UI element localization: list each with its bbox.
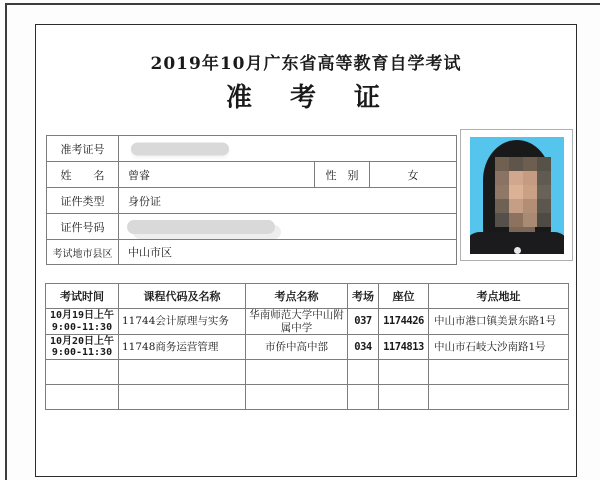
face-pixel-block — [509, 185, 523, 199]
face-pixel-block — [495, 199, 509, 213]
face-pixel-block — [509, 199, 523, 213]
exam-time-cell — [46, 360, 119, 385]
face-pixel-block — [523, 157, 537, 171]
face-pixel-block — [537, 199, 551, 213]
room-cell — [348, 360, 379, 385]
table-row — [46, 360, 569, 385]
portrait-collar — [514, 247, 521, 254]
header-exam-time: 考试时间 — [46, 284, 119, 309]
face-pixel-block — [537, 157, 551, 171]
table-row — [46, 335, 569, 360]
name-label: 姓 名 — [47, 162, 119, 188]
room-cell — [348, 385, 379, 410]
address-cell: 中山市港口镇美景东路1号 — [429, 309, 569, 335]
ticket-number-label: 准考证号 — [47, 136, 119, 162]
candidate-id-photo — [470, 137, 564, 254]
exam-city-label: 考试地市县区 — [47, 240, 119, 265]
table-row — [47, 240, 457, 265]
exam-time-cell: 10月19日上午 9:00-11:30 — [46, 309, 119, 335]
header-seat: 座位 — [379, 284, 429, 309]
address-cell — [429, 385, 569, 410]
ticket-title: 准 考 证 — [225, 83, 386, 113]
face-pixel-block — [523, 185, 537, 199]
id-number-value — [119, 214, 457, 240]
exam-time-cell — [46, 385, 119, 410]
id-type-label: 证件类型 — [47, 188, 119, 214]
site-cell: 市侨中高中部 — [246, 335, 348, 360]
photo-frame — [460, 129, 573, 261]
ticket-number-value — [119, 136, 457, 162]
table-row — [47, 162, 457, 188]
seat-cell — [379, 360, 429, 385]
address-cell: 中山市石岐大沙南路1号 — [429, 335, 569, 360]
table-row — [47, 214, 457, 240]
site-cell: 华南师范大学中山附属中学 — [246, 309, 348, 335]
face-pixel-block — [495, 185, 509, 199]
face-pixel-block — [495, 157, 509, 171]
course-cell — [119, 385, 246, 410]
redacted-id-number — [127, 220, 275, 234]
face-pixel-block — [509, 171, 523, 185]
face-pixel-block — [537, 213, 551, 227]
name-value: 曾睿 — [119, 162, 315, 188]
header-course-code-name: 课程代码及名称 — [119, 284, 246, 309]
gender-label: 性 别 — [315, 162, 370, 188]
header-room: 考场 — [348, 284, 379, 309]
table-header-row — [46, 284, 569, 309]
address-cell — [429, 360, 569, 385]
exam-time-cell: 10月20日上午 9:00-11:30 — [46, 335, 119, 360]
site-cell — [246, 385, 348, 410]
face-pixel-block — [495, 171, 509, 185]
exam-city-value: 中山市区 — [119, 240, 457, 265]
exam-title: 2019年10月广东省高等教育自学考试 — [150, 54, 462, 74]
course-cell — [119, 360, 246, 385]
seat-cell: 1174813 — [379, 335, 429, 360]
face-pixel-block — [509, 157, 523, 171]
room-cell: 034 — [348, 335, 379, 360]
header-site-address: 考点地址 — [429, 284, 569, 309]
header-site-name: 考点名称 — [246, 284, 348, 309]
redacted-ticket-number — [131, 142, 229, 155]
face-pixel-block — [537, 185, 551, 199]
room-cell: 037 — [348, 309, 379, 335]
table-row — [47, 188, 457, 214]
seat-cell: 1174426 — [379, 309, 429, 335]
seat-cell — [379, 385, 429, 410]
face-pixel-block — [523, 171, 537, 185]
table-row — [46, 385, 569, 410]
outer-frame-top-border — [5, 3, 600, 5]
admission-ticket-page — [35, 24, 577, 477]
id-type-value: 身份证 — [119, 188, 457, 214]
course-cell: 11748商务运营管理 — [119, 335, 246, 360]
face-pixel-block — [523, 199, 537, 213]
course-cell: 11744会计原理与实务 — [119, 309, 246, 335]
candidate-info-table — [46, 135, 457, 265]
face-pixel-block — [523, 213, 537, 227]
table-row — [47, 136, 457, 162]
gender-value: 女 — [370, 162, 457, 188]
id-number-label: 证件号码 — [47, 214, 119, 240]
face-pixel-block — [537, 171, 551, 185]
table-row — [46, 309, 569, 335]
site-cell — [246, 360, 348, 385]
exam-schedule-table — [45, 283, 569, 410]
face-pixel-block — [495, 213, 509, 227]
outer-frame-left-border — [5, 3, 7, 480]
face-pixel-block — [509, 213, 523, 227]
